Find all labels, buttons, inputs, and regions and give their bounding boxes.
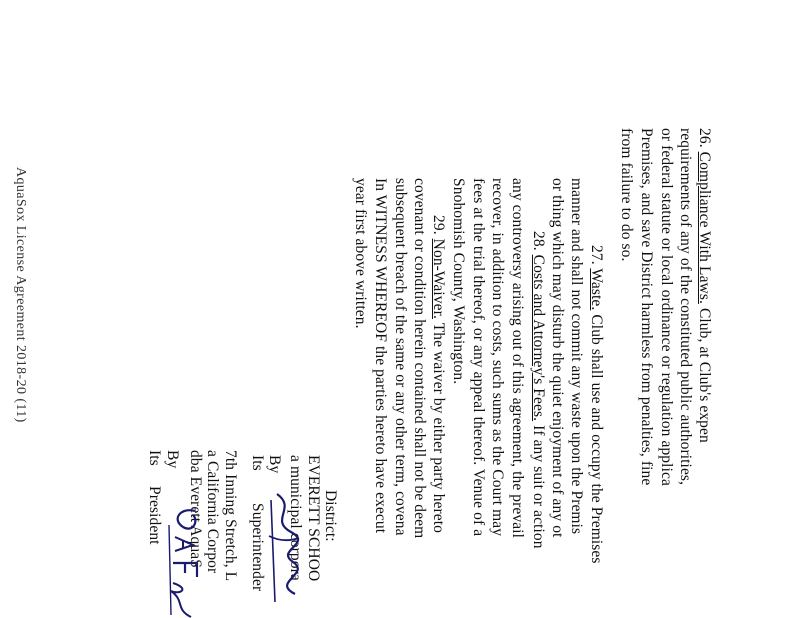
para-26-text: Club, at Club's expen <box>696 307 713 443</box>
club-signature-image <box>165 505 205 618</box>
district-by-label: By <box>266 455 283 474</box>
para-29-line-3: subsequent breach of the same or any other term, covena <box>392 178 409 536</box>
para-26-line-2: requirements of any of the constituted public authorities, <box>677 128 694 486</box>
witness-line-1: In WITNESS WHEREOF the parties hereto have execut <box>372 178 389 534</box>
para-26-number: 26. <box>696 128 713 148</box>
para-27-line-3: or thing which may disturb the quiet enjoyment of any ot <box>549 178 566 538</box>
para-28-line-5: Snohomish County, Washington. <box>450 178 467 385</box>
para-27-number: 27. <box>588 245 605 265</box>
district-label: District: <box>322 490 339 542</box>
para-26-line-4: Premises, and save District harmless from penalties, fine <box>638 128 655 486</box>
district-its-label: Its <box>249 455 266 471</box>
para-28-line-2: any controversy arising out of this agreement, the prevail <box>509 178 526 539</box>
para-28-line-3: recover, in addition to costs, such sums as the Court may <box>489 178 506 537</box>
para-28-text: If any suit or action <box>530 425 547 549</box>
club-entity-line-1: 7th Inning Stretch, L <box>222 450 239 582</box>
para-29-number: 29. <box>430 215 447 235</box>
district-entity-line-2: a municipal corpora <box>287 455 304 581</box>
para-27-line-1 <box>589 245 605 564</box>
para-26-line-3: or federal statute or local ordinance or regulation applica <box>658 128 675 486</box>
witness-line-2: year first above written. <box>352 178 369 329</box>
club-title: President <box>146 486 163 545</box>
para-28-line-4: fees at the trial thereof, or any appeal thereof. Venue of a <box>470 178 487 537</box>
para-27-text: Club shall use and occupy the Premises <box>588 314 605 564</box>
club-by-label: By <box>164 450 181 469</box>
para-27-line-2: manner and shall not commit any waste upon the Premis <box>568 178 585 535</box>
district-entity-line-1: EVERETT SCHOO <box>305 455 322 582</box>
district-title: Superintender <box>249 503 266 592</box>
club-its-label: Its <box>146 450 163 466</box>
para-29-heading: Non-Waiver. <box>430 238 447 320</box>
para-29-text: The waiver by either party hereto <box>430 322 447 534</box>
para-26-line-5: from failure to do so. <box>618 128 635 262</box>
district-signature-image <box>265 490 305 610</box>
para-27-heading: Waste. <box>588 268 605 311</box>
para-29-line-2: covenant or condition herein contained shall not be deem <box>411 178 428 539</box>
para-26-heading: Compliance With Laws. <box>696 151 713 304</box>
para-28-line-1 <box>531 231 547 549</box>
document-footer: AquaSox License Agreement 2018-20 (11) <box>13 167 28 423</box>
para-29-line-1 <box>431 215 447 533</box>
para-28-heading: Costs and Attorney's Fees. <box>530 254 547 422</box>
club-entity-line-3: dba Everett AquaS <box>187 450 204 568</box>
para-26-line-1 <box>697 128 713 443</box>
para-28-number: 28. <box>530 231 547 251</box>
club-entity-line-2: a California Corpor <box>204 450 221 574</box>
